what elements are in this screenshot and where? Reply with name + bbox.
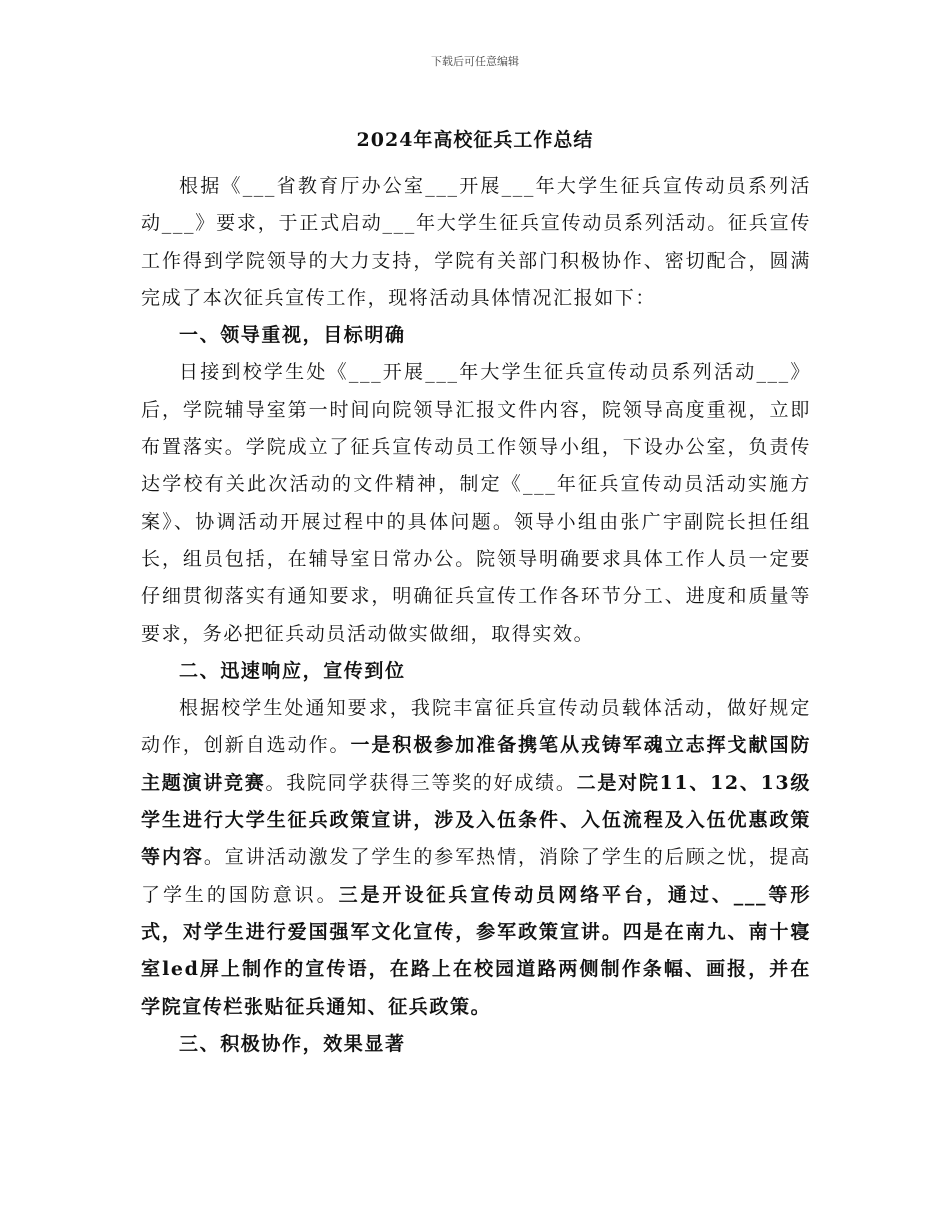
body-paragraph [141, 168, 811, 317]
text-run: 。我院同学获得三等奖的好成绩。 [265, 771, 577, 794]
bold-text-run: 二、迅速响应，宣传到位 [179, 659, 406, 682]
section-heading [141, 317, 811, 354]
body-paragraph [141, 690, 811, 1026]
section-heading [141, 653, 811, 690]
bold-text-run: 三是开设征兵宣传动员网络平台，通过、___等形式，对学生进行爱国强军文化宣传，参军政策宣讲。四是在南九、南十寝室led屏上制作的宣传语，在路上在校园道路两侧制作条幅、画报，并在学院宣传栏张贴征兵通知、征兵政策。 [141, 883, 811, 1018]
bold-text-run: 一、领导重视，目标明确 [179, 324, 406, 347]
document-title: 2024年高校征兵工作总结 [356, 129, 594, 151]
section-heading [141, 1026, 811, 1063]
text-run: 根据《___省教育厅办公室___开展___年大学生征兵宣传动员系列活动___》要求，于正式启动___年大学生征兵宣传动员系列活动。征兵宣传工作得到学院领导的大力支持，学院有关部门积极协作、密切配合，圆满完成了本次征兵宣传工作，现将活动具体情况汇报如下： [141, 175, 811, 309]
header-note: 下载后可任意编辑 [431, 55, 519, 68]
body-paragraph [141, 354, 811, 652]
text-run: 根据校学生处通知要求，我院丰富征兵宣传动员载体活动，做好规定动作，创新自选动作。 [141, 697, 811, 757]
text-run: 日接到校学生处《___开展___年大学生征兵宣传动员系列活动___》后，学院辅导室第一时间向院领导汇报文件内容，院领导高度重视，立即布置落实。学院成立了征兵宣传动员工作领导小组，下设办公室，负责传达学校有关此次活动的文件精神，制定《___年征兵宣传动员活动实施方案》、协调活动开展过程中的具体问题。领导小组由张广宇副院长担任组长，组员包括，在辅导室日常办公。院领导明确要求具体工作人员一定要仔细贯彻落实有通知要求，明确征兵宣传工作各环节分工、进度和质量等要求，务必把征兵动员活动做实做细，取得实效。 [141, 361, 811, 645]
bold-text-run: 一是积极参加准备携笔从戎铸军魂立志挥戈献国防主题演讲竞赛 [141, 734, 811, 794]
document-body [141, 168, 811, 1063]
text-run: 。宣讲活动激发了学生的参军热情，消除了学生的后顾之忧，提高了学生的国防意识。 [141, 846, 811, 906]
bold-text-run: 三、积极协作，效果显著 [179, 1032, 406, 1055]
bold-text-run: 二是对院11、12、13级学生进行大学生征兵政策宣讲，涉及入伍条件、入伍流程及入伍优惠政策等内容 [141, 771, 811, 869]
